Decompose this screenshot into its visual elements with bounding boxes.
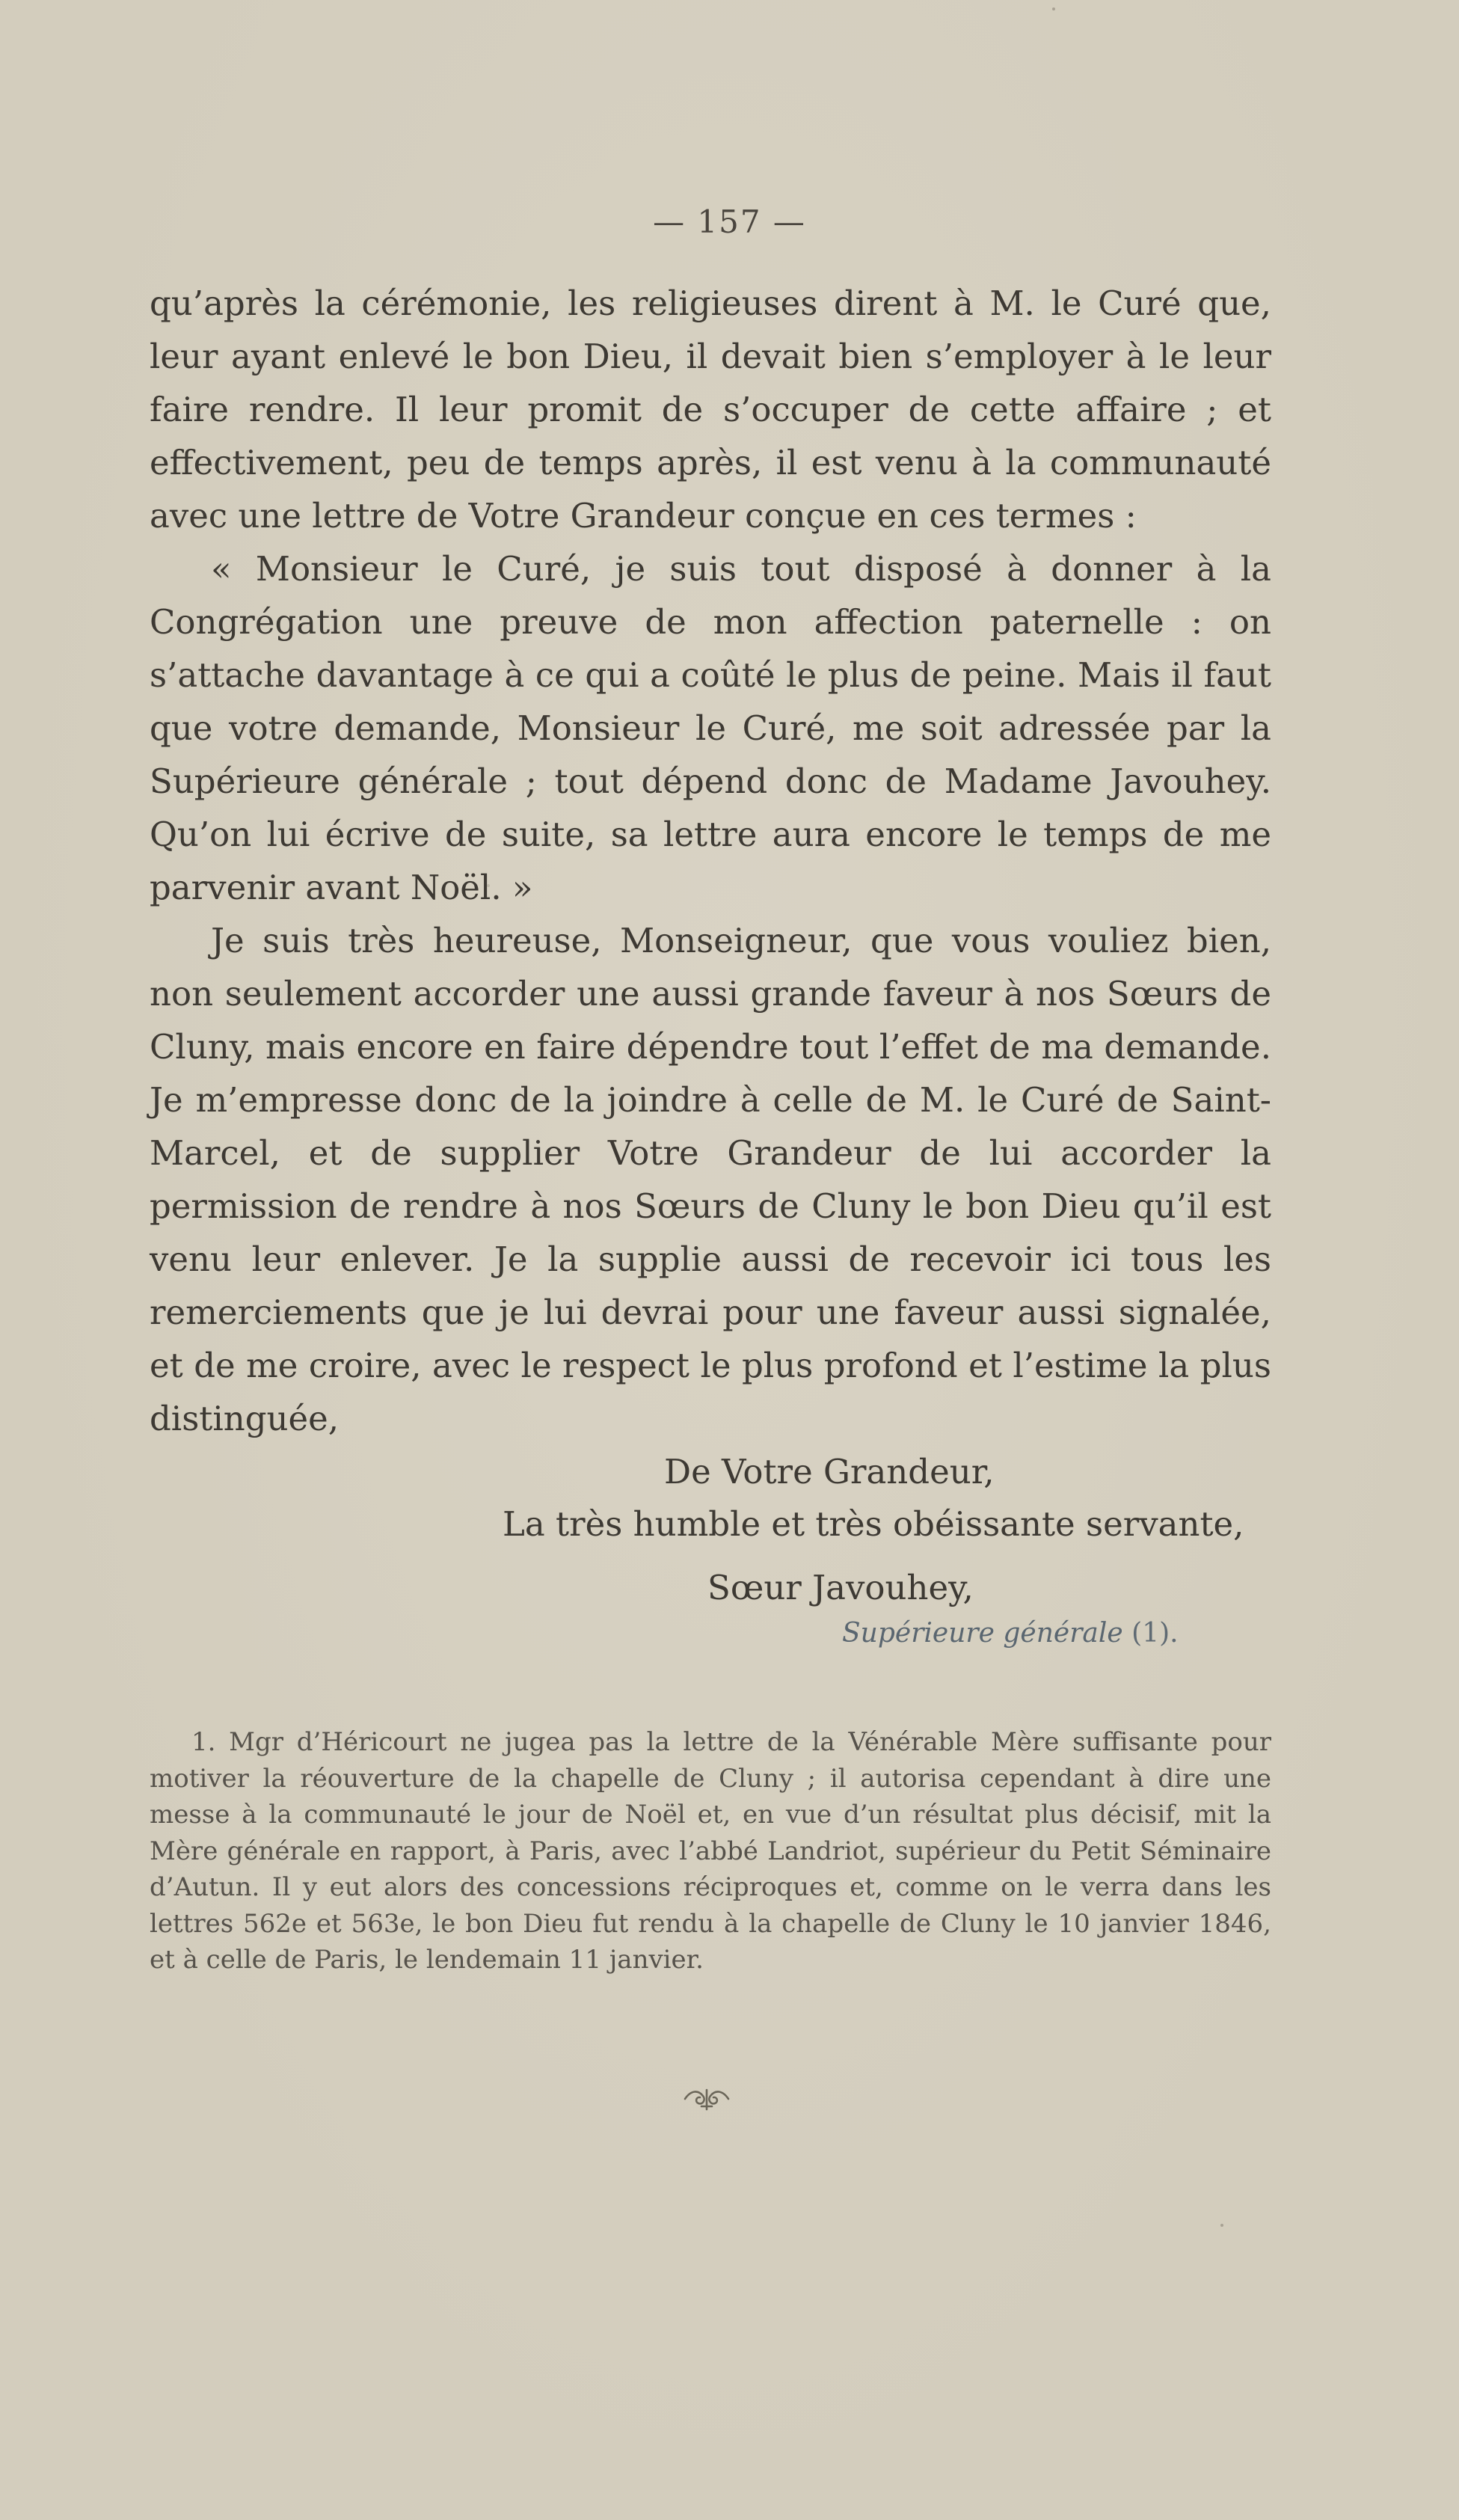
closing-salutation: De Votre Grandeur, (664, 1452, 995, 1492)
footnote-text: 1. Mgr d’Héricourt ne jugea pas la lettre de la Vénérable Mère suffisante pour motiver la réouverture de la chapelle de Cluny ; il autorisa cependant à dire une messe à la communauté le jour de Noël et, en vue d’un résultat plus décisif, mit la Mère générale en rapport, à Paris, avec l’abbé Landriot, supérieur du Petit Séminaire d’Autun. Il y eut alors des concessions réciproques et, comme on le verra dans les lettres 562e et 563e, le bon Dieu fut rendu à la chapelle de Cluny le 10 janvier 1846, et à celle de Paris, le lendemain 11 janvier. (150, 1727, 1271, 1975)
paper-speck (1052, 7, 1055, 10)
page-number: — 157 — (653, 203, 806, 240)
letter-body (150, 277, 1271, 1445)
fleuron-ornament-icon (681, 2085, 733, 2112)
footnote (150, 1724, 1271, 1978)
closing-servant-line: La très humble et très obéissante servante, (503, 1504, 1244, 1544)
signature-name: Sœur Javouhey, (707, 1568, 974, 1607)
paragraph-quoted-letter: « Monsieur le Curé, je suis tout disposé à donner à la Congrégation une preuve de mon affection paternelle : on s’attache davantage à ce qui a coûté le plus de peine. Mais il faut que votre demande, Monsieur le Curé, me soit adressée par la Supérieure générale ; tout dépend donc de Madame Javouhey. Qu’on lui écrive de suite, sa lettre aura encore le temps de me parvenir avant Noël. » (150, 549, 1271, 907)
paper-speck (1220, 2224, 1223, 2227)
paragraph-intro: qu’après la cérémonie, les religieuses dirent à M. le Curé que, leur ayant enlevé le bon Dieu, il devait bien s’employer à le leur faire rendre. Il leur promit de s’occuper de cette affaire ; et effectivement, peu de temps après, il est venu à la communauté avec une lettre de Votre Grandeur conçue en ces termes : (150, 283, 1271, 536)
signature-title (842, 1618, 1179, 1649)
signature-title-text: Supérieure générale (842, 1618, 1123, 1649)
paper-speck (487, 884, 490, 887)
paragraph-request: Je suis très heureuse, Monseigneur, que vous vouliez bien, non seulement accorder une aussi grande faveur à nos Sœurs de Cluny, mais encore en faire dépendre tout l’effet de ma demande. Je m’empresse donc de la joindre à celle de M. le Curé de Saint-Marcel, et de supplier Votre Grandeur de lui accorder la permission de rendre à nos Sœurs de Cluny le bon Dieu qu’il est venu leur enlever. Je la supplie aussi de recevoir ici tous les remerciements que je lui devrai pour une faveur aussi signalée, et de me croire, avec le respect le plus profond et l’estime la plus distinguée, (150, 921, 1271, 1438)
footnote-reference: (1). (1122, 1618, 1179, 1649)
